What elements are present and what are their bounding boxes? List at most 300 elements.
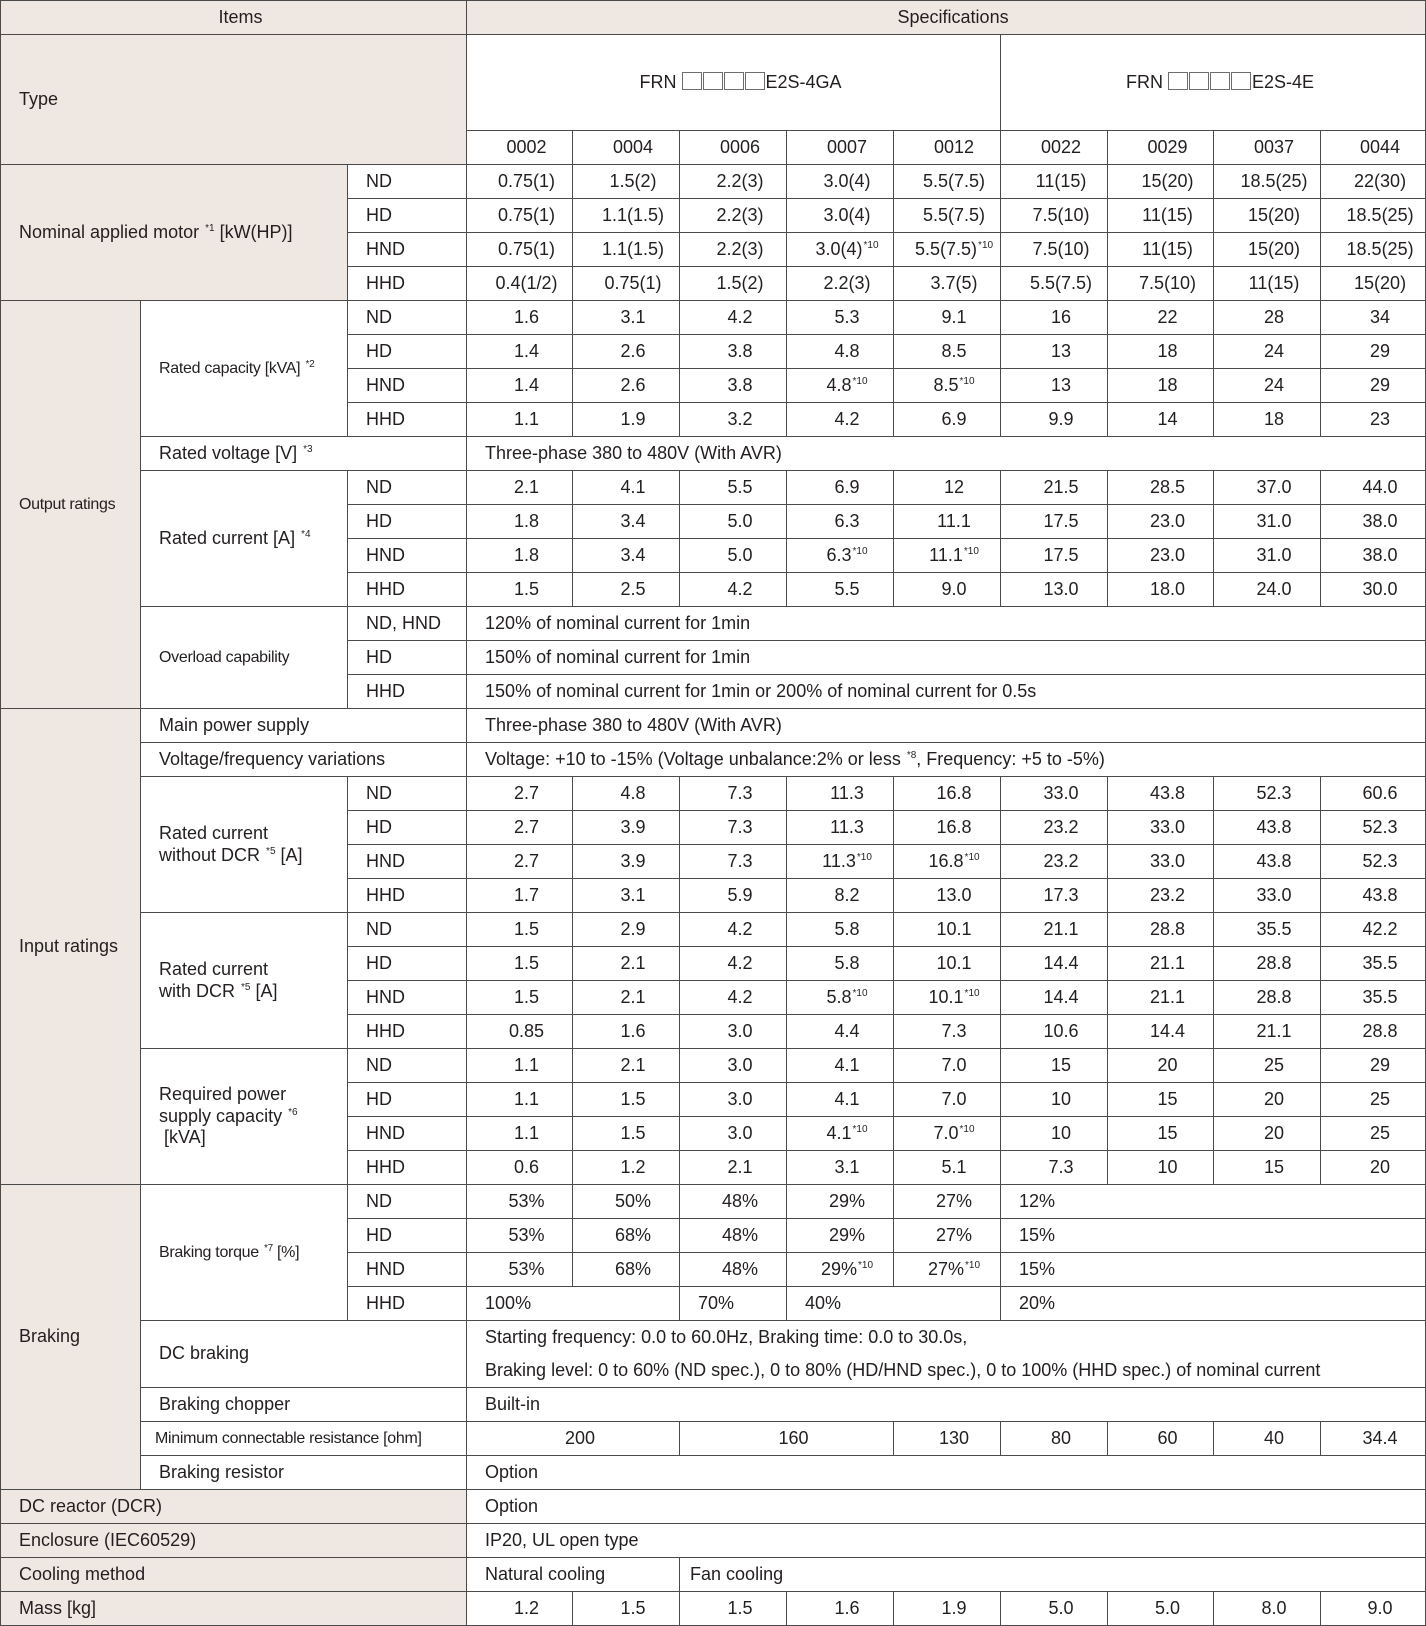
specifications-header: Specifications <box>467 1 1426 35</box>
torque-cell: 53% <box>467 1185 573 1219</box>
motor-cell: 18.5(25) <box>1321 199 1426 233</box>
torque-cell: 27% <box>894 1185 1001 1219</box>
torque-row-nd <box>1 1185 1426 1219</box>
with-dcr-cell: 14.4 <box>1108 1015 1214 1049</box>
with-dcr-cell: 10.6 <box>1001 1015 1108 1049</box>
with-dcr-cell: 21.1 <box>1001 913 1108 947</box>
model-code: 0004 <box>573 131 680 165</box>
current-cell: 17.5 <box>1001 539 1108 573</box>
type-group-e: FRN E2S-4E <box>1001 35 1426 131</box>
current-cell: 30.0 <box>1321 573 1426 607</box>
dc-reactor-label: DC reactor (DCR) <box>1 1490 467 1524</box>
current-cell: 9.0 <box>894 573 1001 607</box>
without-dcr-cell: 7.3 <box>680 845 787 879</box>
capacity-cell: 4.2 <box>787 403 894 437</box>
capacity-cell: 4.8 <box>787 335 894 369</box>
mode-nd: ND <box>348 1185 467 1219</box>
mode-hhd: HHD <box>348 879 467 913</box>
model-code: 0037 <box>1214 131 1321 165</box>
mass-row <box>1 1592 1426 1626</box>
with-dcr-cell: 10.1$^{*10}$ <box>894 981 1001 1015</box>
torque-cell: 53% <box>467 1219 573 1253</box>
motor-cell: 5.5(7.5) <box>894 199 1001 233</box>
torque-cell: 27% <box>894 1219 1001 1253</box>
dc-braking-row-1 <box>1 1321 1426 1355</box>
current-cell: 18.0 <box>1108 573 1214 607</box>
required-power-label: Required power supply capacity $^{*6}$ [kVA] <box>141 1049 348 1185</box>
motor-cell: 7.5(10) <box>1001 199 1108 233</box>
motor-cell: 1.1(1.5) <box>573 233 680 267</box>
mode-hd: HD <box>348 641 467 675</box>
without-dcr-row-nd <box>1 777 1426 811</box>
braking-torque-label: Braking torque $^{*7}$ [%] <box>141 1185 348 1321</box>
motor-cell: 5.5(7.5) <box>894 165 1001 199</box>
mode-hnd: HND <box>348 845 467 879</box>
main-power-value: Three-phase 380 to 480V (With AVR) <box>467 709 1426 743</box>
items-header: Items <box>1 1 467 35</box>
required-power-cell: 29 <box>1321 1049 1426 1083</box>
required-power-cell: 3.0 <box>680 1117 787 1151</box>
rated-capacity-label: Rated capacity [kVA] $^{*2}$ <box>141 301 348 437</box>
required-power-cell: 3.0 <box>680 1049 787 1083</box>
with-dcr-cell: 4.4 <box>787 1015 894 1049</box>
enclosure-value: IP20, UL open type <box>467 1524 1426 1558</box>
mode-hnd: HND <box>348 1253 467 1287</box>
without-dcr-cell: 52.3 <box>1321 845 1426 879</box>
current-cell: 5.0 <box>680 505 787 539</box>
required-power-row-nd <box>1 1049 1426 1083</box>
with-dcr-cell: 28.8 <box>1321 1015 1426 1049</box>
motor-cell: $5.5(7.5)^{*10}$ <box>894 233 1001 267</box>
motor-cell: 15(20) <box>1321 267 1426 301</box>
motor-cell: 0.75(1) <box>467 233 573 267</box>
motor-cell: 3.0(4) <box>787 199 894 233</box>
torque-cell: 12% <box>1001 1185 1426 1219</box>
mass-cell: 1.6 <box>787 1592 894 1626</box>
motor-cell: 5.5(7.5) <box>1001 267 1108 301</box>
braking-resistor-value: Option <box>467 1456 1426 1490</box>
mode-hhd: HHD <box>348 573 467 607</box>
braking-chopper-label: Braking chopper <box>141 1388 467 1422</box>
capacity-cell: 1.4 <box>467 369 573 403</box>
min-resistance-cell: 34.4 <box>1321 1422 1426 1456</box>
without-dcr-cell: 43.8 <box>1214 845 1321 879</box>
current-cell: 6.3$^{*10}$ <box>787 539 894 573</box>
motor-cell: 18.5(25) <box>1214 165 1321 199</box>
current-cell: 28.5 <box>1108 471 1214 505</box>
with-dcr-cell: 7.3 <box>894 1015 1001 1049</box>
without-dcr-cell: 7.3 <box>680 777 787 811</box>
mass-cell: 1.9 <box>894 1592 1001 1626</box>
input-ratings-label: Input ratings <box>1 709 141 1185</box>
mode-hhd: HHD <box>348 1015 467 1049</box>
current-cell: 6.3 <box>787 505 894 539</box>
mass-cell: 1.5 <box>680 1592 787 1626</box>
mode-hd: HD <box>348 1083 467 1117</box>
without-dcr-cell: 5.9 <box>680 879 787 913</box>
overload-value: 150% of nominal current for 1min or 200% of nominal current for 0.5s <box>467 675 1426 709</box>
required-power-cell: 20 <box>1108 1049 1214 1083</box>
mode-hnd: HND <box>348 981 467 1015</box>
current-cell: 3.4 <box>573 505 680 539</box>
output-ratings-label: Output ratings <box>1 301 141 709</box>
required-power-cell: 10 <box>1001 1117 1108 1151</box>
with-dcr-cell: 4.2 <box>680 981 787 1015</box>
required-power-cell: 25 <box>1321 1117 1426 1151</box>
braking-label: Braking <box>1 1185 141 1490</box>
overload-row-nd-hnd <box>1 607 1426 641</box>
with-dcr-cell: 2.1 <box>573 981 680 1015</box>
mode-nd: ND <box>348 913 467 947</box>
capacity-cell: 13 <box>1001 335 1108 369</box>
min-resistance-cell: 40 <box>1214 1422 1321 1456</box>
capacity-cell: 23 <box>1321 403 1426 437</box>
with-dcr-cell: 28.8 <box>1214 981 1321 1015</box>
current-cell: 37.0 <box>1214 471 1321 505</box>
with-dcr-cell: 42.2 <box>1321 913 1426 947</box>
dc-braking-line2: Braking level: 0 to 60% (ND spec.), 0 to 80% (HD/HND spec.), 0 to 100% (HHD spec.) of nominal current <box>467 1354 1426 1388</box>
required-power-cell: 4.1 <box>787 1083 894 1117</box>
capacity-cell: 18 <box>1108 369 1214 403</box>
type-group-ga: FRN E2S-4GA <box>467 35 1001 131</box>
with-dcr-cell: 2.1 <box>573 947 680 981</box>
dc-reactor-value: Option <box>467 1490 1426 1524</box>
without-dcr-cell: 60.6 <box>1321 777 1426 811</box>
current-cell: 5.5 <box>787 573 894 607</box>
required-power-cell: 7.3 <box>1001 1151 1108 1185</box>
motor-cell: 3.7(5) <box>894 267 1001 301</box>
with-dcr-label: Rated current with DCR $^{*5}$ [A] <box>141 913 348 1049</box>
required-power-cell: 7.0$^{*10}$ <box>894 1117 1001 1151</box>
with-dcr-cell: 28.8 <box>1214 947 1321 981</box>
capacity-cell: 16 <box>1001 301 1108 335</box>
with-dcr-cell: 21.1 <box>1108 947 1214 981</box>
variations-value: Voltage: +10 to -15% (Voltage unbalance:2% or less $^{*8}$, Frequency: +5 to -5%) <box>467 743 1426 777</box>
rated-voltage-value: Three-phase 380 to 480V (With AVR) <box>467 437 1426 471</box>
mode-hhd: HHD <box>348 1287 467 1321</box>
current-cell: 3.4 <box>573 539 680 573</box>
motor-cell: $3.0(4)^{*10}$ <box>787 233 894 267</box>
dc-braking-label: DC braking <box>141 1321 467 1388</box>
with-dcr-cell: 10.1 <box>894 947 1001 981</box>
without-dcr-cell: 13.0 <box>894 879 1001 913</box>
required-power-cell: 15 <box>1108 1117 1214 1151</box>
motor-cell: 11(15) <box>1108 233 1214 267</box>
motor-cell: 7.5(10) <box>1001 233 1108 267</box>
min-resistance-cell: 60 <box>1108 1422 1214 1456</box>
mode-hhd: HHD <box>348 675 467 709</box>
torque-cell: 20% <box>1001 1287 1426 1321</box>
motor-cell: 1.5(2) <box>573 165 680 199</box>
mode-hd: HD <box>348 505 467 539</box>
main-power-row <box>1 709 1426 743</box>
current-cell: 12 <box>894 471 1001 505</box>
required-power-cell: 10 <box>1108 1151 1214 1185</box>
mode-nd: ND <box>348 777 467 811</box>
motor-cell: 7.5(10) <box>1108 267 1214 301</box>
motor-cell: 0.75(1) <box>467 199 573 233</box>
braking-resistor-row <box>1 1456 1426 1490</box>
motor-cell: 15(20) <box>1108 165 1214 199</box>
without-dcr-cell: 2.7 <box>467 777 573 811</box>
current-cell: 13.0 <box>1001 573 1108 607</box>
mass-cell: 5.0 <box>1108 1592 1214 1626</box>
torque-cell: 15% <box>1001 1253 1426 1287</box>
rated-current-label: Rated current [A] $^{*4}$ <box>141 471 348 607</box>
model-code: 0044 <box>1321 131 1426 165</box>
capacity-cell: 24 <box>1214 335 1321 369</box>
current-cell: 24.0 <box>1214 573 1321 607</box>
without-dcr-cell: 23.2 <box>1001 811 1108 845</box>
torque-cell: 100% <box>467 1287 680 1321</box>
model-code: 0007 <box>787 131 894 165</box>
current-cell: 4.2 <box>680 573 787 607</box>
with-dcr-cell: 35.5 <box>1321 947 1426 981</box>
capacity-cell: 14 <box>1108 403 1214 437</box>
current-cell: 6.9 <box>787 471 894 505</box>
current-cell: 11.1$^{*10}$ <box>894 539 1001 573</box>
model-code: 0002 <box>467 131 573 165</box>
motor-cell: 3.0(4) <box>787 165 894 199</box>
required-power-cell: 2.1 <box>680 1151 787 1185</box>
required-power-cell: 7.0 <box>894 1049 1001 1083</box>
enclosure-row <box>1 1524 1426 1558</box>
current-cell: 2.5 <box>573 573 680 607</box>
capacity-cell: 22 <box>1108 301 1214 335</box>
without-dcr-cell: 43.8 <box>1214 811 1321 845</box>
torque-cell: 29% <box>787 1185 894 1219</box>
without-dcr-cell: 16.8 <box>894 777 1001 811</box>
dc-reactor-row <box>1 1490 1426 1524</box>
without-dcr-cell: 1.7 <box>467 879 573 913</box>
motor-cell: 22(30) <box>1321 165 1426 199</box>
braking-resistor-label: Braking resistor <box>141 1456 467 1490</box>
capacity-cell: 8.5 <box>894 335 1001 369</box>
without-dcr-cell: 52.3 <box>1321 811 1426 845</box>
torque-cell: 68% <box>573 1253 680 1287</box>
current-cell: 23.0 <box>1108 505 1214 539</box>
required-power-cell: 4.1$^{*10}$ <box>787 1117 894 1151</box>
capacity-cell: 2.6 <box>573 369 680 403</box>
overload-value: 120% of nominal current for 1min <box>467 607 1426 641</box>
required-power-cell: 15 <box>1001 1049 1108 1083</box>
torque-cell: 40% <box>787 1287 1001 1321</box>
capacity-cell: 18 <box>1214 403 1321 437</box>
capacity-cell: 29 <box>1321 335 1426 369</box>
capacity-cell: 3.1 <box>573 301 680 335</box>
motor-cell: 1.1(1.5) <box>573 199 680 233</box>
torque-cell: 48% <box>680 1185 787 1219</box>
required-power-cell: 1.1 <box>467 1049 573 1083</box>
without-dcr-cell: 33.0 <box>1001 777 1108 811</box>
mode-hnd: HND <box>348 539 467 573</box>
motor-cell: 11(15) <box>1108 199 1214 233</box>
with-dcr-cell: 1.6 <box>573 1015 680 1049</box>
motor-cell: 1.5(2) <box>680 267 787 301</box>
required-power-cell: 25 <box>1321 1083 1426 1117</box>
required-power-cell: 5.1 <box>894 1151 1001 1185</box>
capacity-cell: 1.9 <box>573 403 680 437</box>
mass-cell: 9.0 <box>1321 1592 1426 1626</box>
with-dcr-cell: 14.4 <box>1001 981 1108 1015</box>
with-dcr-cell: 5.8$^{*10}$ <box>787 981 894 1015</box>
current-cell: 1.8 <box>467 539 573 573</box>
required-power-cell: 25 <box>1214 1049 1321 1083</box>
with-dcr-cell: 21.1 <box>1214 1015 1321 1049</box>
cooling-label: Cooling method <box>1 1558 467 1592</box>
required-power-cell: 15 <box>1214 1151 1321 1185</box>
torque-cell: 29%$^{*10}$ <box>787 1253 894 1287</box>
mode-hd: HD <box>348 199 467 233</box>
current-cell: 21.5 <box>1001 471 1108 505</box>
with-dcr-cell: 1.5 <box>467 947 573 981</box>
model-code: 0006 <box>680 131 787 165</box>
without-dcr-cell: 43.8 <box>1108 777 1214 811</box>
with-dcr-cell: 1.5 <box>467 981 573 1015</box>
current-cell: 17.5 <box>1001 505 1108 539</box>
mode-hd: HD <box>348 1219 467 1253</box>
with-dcr-cell: 28.8 <box>1108 913 1214 947</box>
without-dcr-cell: 33.0 <box>1108 845 1214 879</box>
current-cell: 38.0 <box>1321 505 1426 539</box>
mass-cell: 1.2 <box>467 1592 573 1626</box>
torque-cell: 48% <box>680 1253 787 1287</box>
mass-cell: 5.0 <box>1001 1592 1108 1626</box>
without-dcr-cell: 2.7 <box>467 811 573 845</box>
capacity-cell: 34 <box>1321 301 1426 335</box>
capacity-cell: 13 <box>1001 369 1108 403</box>
mode-nd-hnd: ND, HND <box>348 607 467 641</box>
motor-cell: 11(15) <box>1214 267 1321 301</box>
motor-cell: 2.2(3) <box>680 165 787 199</box>
overload-label: Overload capability <box>141 607 348 709</box>
torque-cell: 50% <box>573 1185 680 1219</box>
required-power-cell: 1.5 <box>573 1117 680 1151</box>
required-power-cell: 1.1 <box>467 1083 573 1117</box>
motor-cell: 15(20) <box>1214 233 1321 267</box>
model-code: 0012 <box>894 131 1001 165</box>
capacity-cell: 2.6 <box>573 335 680 369</box>
without-dcr-label: Rated current without DCR $^{*5}$ [A] <box>141 777 348 913</box>
with-dcr-cell: 35.5 <box>1214 913 1321 947</box>
without-dcr-cell: 52.3 <box>1214 777 1321 811</box>
capacity-cell: 9.1 <box>894 301 1001 335</box>
type-row <box>1 35 1426 131</box>
mode-hnd: HND <box>348 1117 467 1151</box>
without-dcr-cell: 3.9 <box>573 845 680 879</box>
current-cell: 44.0 <box>1321 471 1426 505</box>
capacity-cell: 1.4 <box>467 335 573 369</box>
without-dcr-cell: 23.2 <box>1001 845 1108 879</box>
motor-cell: 15(20) <box>1214 199 1321 233</box>
current-cell: 31.0 <box>1214 539 1321 573</box>
braking-chopper-value: Built-in <box>467 1388 1426 1422</box>
cooling-natural: Natural cooling <box>467 1558 680 1592</box>
capacity-cell: 4.2 <box>680 301 787 335</box>
without-dcr-cell: 4.8 <box>573 777 680 811</box>
capacity-cell: 29 <box>1321 369 1426 403</box>
with-dcr-cell: 4.2 <box>680 913 787 947</box>
required-power-cell: 20 <box>1321 1151 1426 1185</box>
without-dcr-cell: 11.3$^{*10}$ <box>787 845 894 879</box>
current-row-nd <box>1 471 1426 505</box>
capacity-cell: 18 <box>1108 335 1214 369</box>
variations-label: Voltage/frequency variations <box>141 743 467 777</box>
current-cell: 1.8 <box>467 505 573 539</box>
current-cell: 38.0 <box>1321 539 1426 573</box>
motor-row-nd <box>1 165 1426 199</box>
capacity-cell: 3.8 <box>680 369 787 403</box>
mode-hhd: HHD <box>348 267 467 301</box>
torque-cell: 15% <box>1001 1219 1426 1253</box>
without-dcr-cell: 3.1 <box>573 879 680 913</box>
motor-label: Nominal applied motor $^{*1}$ [kW(HP)] <box>1 165 348 301</box>
without-dcr-cell: 3.9 <box>573 811 680 845</box>
capacity-cell: 8.5$^{*10}$ <box>894 369 1001 403</box>
torque-cell: 27%$^{*10}$ <box>894 1253 1001 1287</box>
cooling-fan: Fan cooling <box>680 1558 1426 1592</box>
header-row <box>1 1 1426 35</box>
motor-cell: 0.4(1/2) <box>467 267 573 301</box>
mode-hd: HD <box>348 947 467 981</box>
capacity-cell: 28 <box>1214 301 1321 335</box>
without-dcr-cell: 8.2 <box>787 879 894 913</box>
mass-cell: 1.5 <box>573 1592 680 1626</box>
mode-hnd: HND <box>348 369 467 403</box>
required-power-cell: 7.0 <box>894 1083 1001 1117</box>
required-power-cell: 3.1 <box>787 1151 894 1185</box>
motor-cell: 2.2(3) <box>680 199 787 233</box>
mode-nd: ND <box>348 165 467 199</box>
with-dcr-cell: 35.5 <box>1321 981 1426 1015</box>
required-power-cell: 15 <box>1108 1083 1214 1117</box>
without-dcr-cell: 2.7 <box>467 845 573 879</box>
current-cell: 5.5 <box>680 471 787 505</box>
capacity-cell: 1.1 <box>467 403 573 437</box>
required-power-cell: 0.6 <box>467 1151 573 1185</box>
torque-cell: 29% <box>787 1219 894 1253</box>
mode-hd: HD <box>348 811 467 845</box>
with-dcr-cell: 2.9 <box>573 913 680 947</box>
torque-cell: 68% <box>573 1219 680 1253</box>
capacity-cell: 3.2 <box>680 403 787 437</box>
motor-cell: 0.75(1) <box>573 267 680 301</box>
with-dcr-row-nd <box>1 913 1426 947</box>
motor-cell: 11(15) <box>1001 165 1108 199</box>
mode-hnd: HND <box>348 233 467 267</box>
without-dcr-cell: 11.3 <box>787 811 894 845</box>
required-power-cell: 1.1 <box>467 1117 573 1151</box>
required-power-cell: 2.1 <box>573 1049 680 1083</box>
capacity-cell: 6.9 <box>894 403 1001 437</box>
required-power-cell: 3.0 <box>680 1083 787 1117</box>
with-dcr-cell: 0.85 <box>467 1015 573 1049</box>
with-dcr-cell: 3.0 <box>680 1015 787 1049</box>
motor-cell: 2.2(3) <box>787 267 894 301</box>
min-resistance-cell: 160 <box>680 1422 894 1456</box>
mode-hhd: HHD <box>348 1151 467 1185</box>
required-power-cell: 1.5 <box>573 1083 680 1117</box>
capacity-cell: 5.3 <box>787 301 894 335</box>
without-dcr-cell: 43.8 <box>1321 879 1426 913</box>
mode-hd: HD <box>348 335 467 369</box>
braking-chopper-row <box>1 1388 1426 1422</box>
torque-cell: 70% <box>680 1287 787 1321</box>
required-power-cell: 1.2 <box>573 1151 680 1185</box>
min-resistance-cell: 80 <box>1001 1422 1108 1456</box>
current-cell: 11.1 <box>894 505 1001 539</box>
capacity-cell: 4.8$^{*10}$ <box>787 369 894 403</box>
